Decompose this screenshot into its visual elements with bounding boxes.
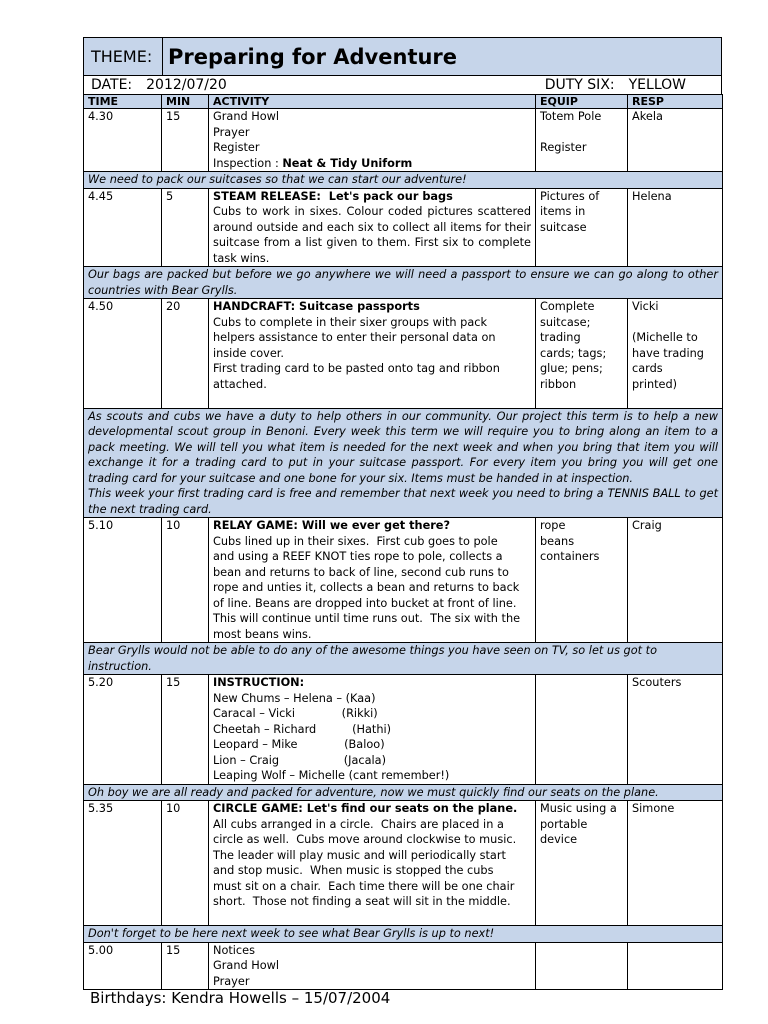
equip-line: items in: [540, 205, 586, 218]
table-header-row: [84, 95, 723, 109]
activity-line: bean and returns to back of line, second cub runs to: [213, 565, 509, 579]
time-cell: 5.20: [84, 675, 162, 785]
equip-cell: [536, 299, 628, 409]
equip-cell: [536, 188, 628, 267]
inspection-line: [213, 156, 531, 172]
time-cell: 4.50: [84, 299, 162, 409]
resp-line: printed): [632, 377, 678, 391]
resp-cell: [628, 299, 723, 409]
resp-cell: Craig: [628, 518, 723, 643]
duty-value: YELLOW: [628, 77, 686, 93]
equip-line: trading: [540, 331, 581, 344]
equip-line: Totem Pole: [540, 110, 602, 123]
activity-cell: [209, 188, 536, 267]
activity-line: Cubs lined up in their sixes. First cub goes to pole: [213, 534, 498, 548]
min-cell: 10: [162, 518, 209, 643]
equip-cell: [536, 675, 628, 785]
birthdays-note: Birthdays: Kendra Howells – 15/07/2004: [90, 989, 391, 1007]
banner-text: Our bags are packed but before we go anywhere we will need a passport to ensure we can go along to other countries with Bear Grylls.: [84, 267, 723, 299]
activity-title: STEAM RELEASE: Let's pack our bags: [213, 189, 453, 203]
banner-row: [84, 267, 723, 299]
activity-line: helpers assistance to enter their personal data on: [213, 331, 496, 344]
duty-label: DUTY SIX:: [544, 77, 615, 93]
theme-label: THEME:: [84, 38, 163, 75]
activity-line: Register: [213, 141, 260, 154]
resp-line: Vicki: [632, 300, 659, 313]
banner-row: [84, 408, 723, 518]
time-cell: 5.10: [84, 518, 162, 643]
col-equip-header: EQUIP: [536, 95, 628, 109]
activity-line: The leader will play music and will periodically start: [213, 848, 506, 862]
equip-line: Music using a: [540, 802, 617, 815]
table-row: [84, 299, 723, 409]
table-row: [84, 675, 723, 785]
banner-text: Oh boy we are all ready and packed for adventure, now we must quickly find our seats on the plane.: [84, 784, 723, 801]
activity-line: First trading card to be pasted onto tag and ribbon: [213, 362, 500, 375]
equip-line: beans: [540, 534, 575, 548]
activity-line: Grand Howl: [213, 110, 280, 123]
resp-cell: Simone: [628, 801, 723, 926]
inspection-bold: Neat & Tidy Uniform: [282, 156, 413, 170]
time-cell: 4.45: [84, 188, 162, 267]
table-row: [84, 942, 723, 990]
equip-line: containers: [540, 550, 600, 563]
banner-text: Bear Grylls would not be able to do any of the awesome things you have seen on TV, so let us got to instruction.: [84, 643, 723, 675]
activity-line: Prayer: [213, 125, 250, 139]
banner-row: [84, 643, 723, 675]
table-row: [84, 801, 723, 926]
table-row: [84, 109, 723, 172]
equip-line: Register: [540, 141, 587, 154]
theme-header: [83, 37, 722, 76]
min-cell: 15: [162, 675, 209, 785]
col-time-header: TIME: [84, 95, 162, 109]
activity-line: rope and unties it, collects a bean and returns to back: [213, 581, 520, 594]
equip-line: suitcase;: [540, 315, 591, 329]
activity-line: Lion – Craig (Jacala): [213, 753, 387, 767]
duty-field: [545, 76, 686, 94]
date-row: [83, 76, 722, 94]
equip-cell: [536, 518, 628, 643]
equip-cell: [536, 942, 628, 990]
min-cell: 15: [162, 942, 209, 990]
equip-line: rope: [540, 519, 566, 532]
time-cell: 5.00: [84, 942, 162, 990]
activity-title: CIRCLE GAME: Let's find our seats on the plane.: [213, 802, 518, 815]
programme-table: [83, 94, 723, 990]
col-min-header: MIN: [162, 95, 209, 109]
activity-line: most beans wins.: [213, 627, 312, 641]
min-cell: 15: [162, 109, 209, 172]
min-cell: 10: [162, 801, 209, 926]
resp-cell: [628, 942, 723, 990]
activity-cell: [209, 801, 536, 926]
resp-cell: Scouters: [628, 675, 723, 785]
activity-cell: [209, 109, 536, 172]
activity-line: Cubs to complete in their sixer groups with pack: [213, 315, 488, 329]
time-cell: 4.30: [84, 109, 162, 172]
equip-line: glue; pens;: [540, 362, 603, 375]
activity-line: This will continue until time runs out. The six with the: [213, 612, 521, 625]
equip-line: portable: [540, 817, 588, 831]
min-cell: 5: [162, 188, 209, 267]
equip-line: Pictures of: [540, 189, 600, 203]
activity-title: RELAY GAME: Will we ever get there?: [213, 519, 451, 532]
activity-cell: [209, 942, 536, 990]
banner-paragraph: This week your first trading card is free and remember that next week you need to bring a TENNIS BALL to get the next trading card.: [88, 487, 718, 516]
activity-line: Grand Howl: [213, 959, 280, 972]
activity-title: HANDCRAFT: Suitcase passports: [213, 300, 420, 313]
resp-line: cards: [632, 362, 663, 375]
activity-line: attached.: [213, 377, 267, 391]
col-activity-header: ACTIVITY: [209, 95, 536, 109]
activity-line: Cheetah – Richard (Hathi): [213, 722, 392, 736]
activity-line: Leopard – Mike (Baloo): [213, 738, 385, 751]
activity-line: New Chums – Helena – (Kaa): [213, 691, 376, 705]
activity-cell: [209, 675, 536, 785]
date-value: 2012/07/20: [146, 77, 227, 93]
date-label: DATE:: [91, 77, 133, 93]
resp-line: have trading: [632, 346, 704, 360]
table-row: [84, 518, 723, 643]
col-resp-header: RESP: [628, 95, 723, 109]
banner-text: We need to pack our suitcases so that we can start our adventure!: [84, 172, 723, 189]
activity-line: Leaping Wolf – Michelle (cant remember!): [213, 769, 450, 782]
inspection-prefix: Inspection :: [213, 156, 283, 170]
activity-line: Caracal – Vicki (Rikki): [213, 707, 378, 720]
equip-line: Complete: [540, 300, 595, 313]
activity-line: short. Those not finding a seat will sit in the middle.: [213, 895, 511, 908]
programme-sheet: [83, 37, 722, 990]
activity-cell: [209, 299, 536, 409]
equip-cell: [536, 109, 628, 172]
activity-line: circle as well. Cubs move around clockwise to music.: [213, 833, 517, 846]
banner-row: [84, 926, 723, 943]
resp-line: [632, 315, 718, 331]
banner-text: [84, 408, 723, 518]
theme-title: Preparing for Adventure: [168, 44, 458, 69]
activity-line: and stop music. When music is stopped the cubs: [213, 864, 494, 877]
banner-paragraph: As scouts and cubs we have a duty to help others in our community. Our project this term is to help a new developmental scout group in Benoni. Every week this term we will require you to bring along an item to a pack meeting. We will tell you what item is needed for the next week and when you bring that item you will exchange it for a trading card to put in your suitcase passport. For every item you bring you will get one trading card for your suitcase and one bone for your six. Items must be handed in at inspection.: [88, 409, 718, 485]
activity-title: INSTRUCTION:: [213, 676, 305, 689]
activity-line: Notices: [213, 943, 255, 957]
activity-line: of line. Beans are dropped into bucket at front of line.: [213, 596, 517, 610]
equip-line: cards; tags;: [540, 346, 607, 360]
date-field: [91, 76, 227, 94]
resp-line: (Michelle to: [632, 331, 698, 344]
equip-cell: [536, 801, 628, 926]
activity-line: inside cover.: [213, 346, 284, 360]
activity-line: All cubs arranged in a circle. Chairs are placed in a: [213, 817, 504, 831]
min-cell: 20: [162, 299, 209, 409]
time-cell: 5.35: [84, 801, 162, 926]
equip-line: [540, 125, 623, 141]
activity-line: must sit on a chair. Each time there will be one chair: [213, 879, 515, 893]
banner-text: Don't forget to be here next week to see what Bear Grylls is up to next!: [84, 926, 723, 943]
resp-cell: Helena: [628, 188, 723, 267]
resp-cell: Akela: [628, 109, 723, 172]
activity-line: and using a REEF KNOT ties rope to pole, collects a: [213, 550, 503, 563]
equip-line: ribbon: [540, 377, 577, 391]
banner-row: [84, 784, 723, 801]
equip-line: device: [540, 833, 578, 846]
activity-cell: [209, 518, 536, 643]
table-row: [84, 188, 723, 267]
activity-line: Prayer: [213, 974, 250, 988]
equip-line: suitcase: [540, 220, 587, 234]
banner-row: [84, 172, 723, 189]
activity-description: Cubs to work in sixes. Colour coded pictures scattered around outside and each six to collect all items for their suitcase from a list given to them. First six to complete task wins.: [213, 205, 531, 265]
